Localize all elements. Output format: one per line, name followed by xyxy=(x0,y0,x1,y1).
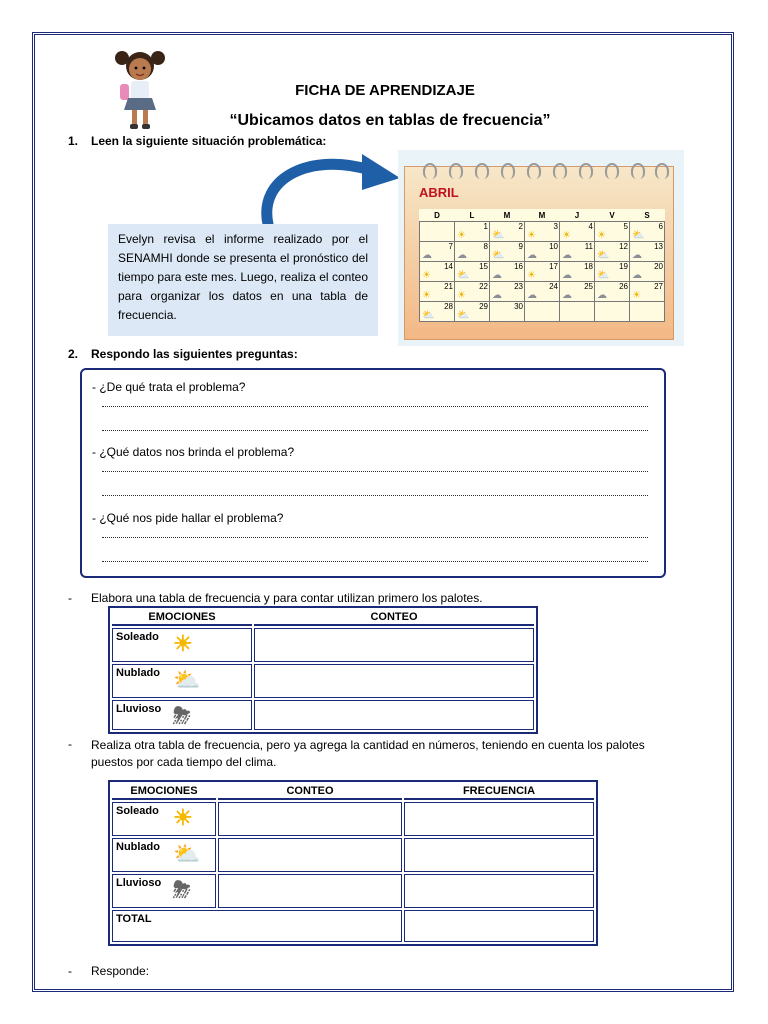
sun-icon: ☀ xyxy=(457,230,466,241)
cloud-sun-icon: ⛅ xyxy=(492,250,505,261)
calendar-day xyxy=(490,302,525,322)
question-3: - ¿Qué nos pide hallar el problema? xyxy=(92,511,284,525)
april-calendar xyxy=(398,150,684,346)
calendar-day xyxy=(420,282,455,302)
cloud-icon: ☁ xyxy=(562,290,572,301)
cloud-sun-icon: ⛅ xyxy=(457,270,470,281)
day-number: 23 xyxy=(514,282,523,291)
cloud-icon: ☁ xyxy=(632,270,642,281)
calendar-day xyxy=(630,222,665,242)
cloud-sun-icon: ⛅ xyxy=(632,230,645,241)
curved-arrow-icon xyxy=(250,148,410,228)
day-number: 8 xyxy=(483,242,488,251)
cloud-sun-icon: ⛅ xyxy=(597,250,610,261)
day-number: 5 xyxy=(623,222,628,231)
sun-icon: ☀ xyxy=(422,270,431,281)
day-number: 4 xyxy=(588,222,593,231)
day-number: 9 xyxy=(518,242,523,251)
conteo-cell[interactable] xyxy=(254,628,534,662)
conteo-cell[interactable] xyxy=(218,874,402,908)
row-label-total: TOTAL xyxy=(112,910,402,942)
calendar-day xyxy=(630,302,665,322)
calendar-day xyxy=(560,262,595,282)
conteo-cell[interactable] xyxy=(218,838,402,872)
day-number: 17 xyxy=(549,262,558,271)
calendar-day xyxy=(420,262,455,282)
day-number: 12 xyxy=(619,242,628,251)
cloud-icon: ☁ xyxy=(527,290,537,301)
day-number: 27 xyxy=(654,282,663,291)
questions-box xyxy=(80,368,666,578)
answer-line[interactable] xyxy=(102,430,648,431)
sun-icon: ☀ xyxy=(527,270,536,281)
day-number: 16 xyxy=(514,262,523,271)
day-number: 24 xyxy=(549,282,558,291)
sun-icon: ☀ xyxy=(527,230,536,241)
conteo-cell[interactable] xyxy=(218,802,402,836)
task3-text: Responde: xyxy=(91,964,150,978)
sun-icon: ☀ xyxy=(173,631,193,656)
calendar-day xyxy=(455,282,490,302)
calendar-day xyxy=(630,282,665,302)
weekday-label: L xyxy=(469,210,475,220)
calendar-day xyxy=(525,302,560,322)
sun-icon: ☀ xyxy=(632,290,641,301)
day-number: 2 xyxy=(518,222,523,231)
calendar-day xyxy=(455,262,490,282)
calendar-day xyxy=(595,262,630,282)
row-label-soleado: Soleado xyxy=(116,805,159,817)
calendar-day xyxy=(595,242,630,262)
task1-bullet: - xyxy=(68,591,72,605)
day-number: 26 xyxy=(619,282,628,291)
question-2: - ¿Qué datos nos brinda el problema? xyxy=(92,445,295,459)
storm-icon: ⛈ xyxy=(173,877,191,902)
cloud-icon: ☁ xyxy=(562,250,572,261)
frecuencia-cell[interactable] xyxy=(404,874,594,908)
day-number: 28 xyxy=(444,302,453,311)
page-title: FICHA DE APRENDIZAJE xyxy=(295,82,475,99)
day-number: 18 xyxy=(584,262,593,271)
day-number: 1 xyxy=(483,222,488,231)
weekday-label: M xyxy=(538,210,546,220)
page-subtitle: “Ubicamos datos en tablas de frecuencia” xyxy=(229,112,551,129)
answer-line[interactable] xyxy=(102,471,648,472)
cloud-icon: ☁ xyxy=(457,250,467,261)
calendar-month: ABRIL xyxy=(419,185,459,200)
row-label-lluvioso: Lluvioso xyxy=(116,703,162,715)
total-cell[interactable] xyxy=(404,910,594,942)
calendar-grid xyxy=(419,209,665,322)
calendar-day xyxy=(560,222,595,242)
task2-bullet: - xyxy=(68,737,72,751)
sun-icon: ☀ xyxy=(173,805,193,830)
question-1: - ¿De qué trata el problema? xyxy=(92,380,246,394)
day-number: 21 xyxy=(444,282,453,291)
problem-story: Evelyn revisa el informe realizado por el SENAMHI donde se presenta el pronóstico del tiempo para este mes. Luego, realiza el conteo para organizar los datos en una tabla de frecuencia. xyxy=(108,224,378,336)
frecuencia-cell[interactable] xyxy=(404,802,594,836)
weekday-label: J xyxy=(574,210,580,220)
section2-heading: Respondo las siguientes preguntas: xyxy=(91,347,298,361)
answer-line[interactable] xyxy=(102,406,648,407)
day-number: 29 xyxy=(479,302,488,311)
header-emociones: EMOCIONES xyxy=(112,610,252,626)
storm-icon: ⛈ xyxy=(173,703,191,728)
sun-icon: ☀ xyxy=(422,290,431,301)
header-conteo: CONTEO xyxy=(218,784,402,800)
row-label-lluvioso: Lluvioso xyxy=(116,877,162,889)
cloud-sun-icon: ⛅ xyxy=(173,667,201,692)
sun-icon: ☀ xyxy=(597,230,606,241)
day-number: 13 xyxy=(654,242,663,251)
weekday-label: M xyxy=(503,210,511,220)
cloud-icon: ☁ xyxy=(632,250,642,261)
cloud-sun-icon: ⛅ xyxy=(597,270,610,281)
day-number: 19 xyxy=(619,262,628,271)
calendar-day xyxy=(490,282,525,302)
cloud-icon: ☁ xyxy=(527,250,537,261)
section2-number: 2. xyxy=(68,347,79,361)
sun-icon: ☀ xyxy=(562,230,571,241)
day-number: 30 xyxy=(514,302,523,311)
answer-line[interactable] xyxy=(102,537,648,538)
header-emociones: EMOCIONES xyxy=(112,784,216,800)
calendar-day xyxy=(595,302,630,322)
header-conteo: CONTEO xyxy=(254,610,534,626)
calendar-day xyxy=(455,242,490,262)
calendar-day xyxy=(595,222,630,242)
calendar-day xyxy=(455,302,490,322)
calendar-day xyxy=(525,242,560,262)
answer-line[interactable] xyxy=(102,561,648,562)
calendar-day xyxy=(525,222,560,242)
row-label-soleado: Soleado xyxy=(116,631,159,643)
frecuencia-cell[interactable] xyxy=(404,838,594,872)
conteo-cell[interactable] xyxy=(254,664,534,698)
cloud-sun-icon: ⛅ xyxy=(173,841,201,866)
calendar-day xyxy=(455,222,490,242)
day-number: 15 xyxy=(479,262,488,271)
day-number: 20 xyxy=(654,262,663,271)
calendar-day xyxy=(420,242,455,262)
cloud-icon: ☁ xyxy=(597,290,607,301)
weekday-label: V xyxy=(609,210,615,220)
day-number: 11 xyxy=(584,242,593,251)
day-number: 14 xyxy=(444,262,453,271)
calendar-day xyxy=(490,222,525,242)
section1-heading: Leen la siguiente situación problemática: xyxy=(91,134,327,148)
day-number: 22 xyxy=(479,282,488,291)
cloud-icon: ☁ xyxy=(422,250,432,261)
day-number: 10 xyxy=(549,242,558,251)
cloud-sun-icon: ⛅ xyxy=(492,230,505,241)
calendar-day xyxy=(420,302,455,322)
cloud-sun-icon: ⛅ xyxy=(457,310,470,321)
row-label-nublado: Nublado xyxy=(116,667,160,679)
day-number: 25 xyxy=(584,282,593,291)
calendar-day xyxy=(560,242,595,262)
calendar-day xyxy=(420,222,455,242)
weekday-label: S xyxy=(644,210,650,220)
frequency-table-1 xyxy=(108,606,538,734)
day-number: 7 xyxy=(448,242,453,251)
calendar-day xyxy=(560,282,595,302)
cloud-icon: ☁ xyxy=(492,290,502,301)
calendar-day xyxy=(630,242,665,262)
row-label-nublado: Nublado xyxy=(116,841,160,853)
cloud-icon: ☁ xyxy=(562,270,572,281)
header-frecuencia: FRECUENCIA xyxy=(404,784,594,800)
task2-text: Realiza otra tabla de frecuencia, pero ya agrega la cantidad en números, teniendo en cuenta los palotes puestos por cada tiempo del clima. xyxy=(91,738,645,769)
answer-line[interactable] xyxy=(102,495,648,496)
section1-number: 1. xyxy=(68,134,79,148)
calendar-day xyxy=(595,282,630,302)
day-number: 3 xyxy=(553,222,558,231)
cloud-sun-icon: ⛅ xyxy=(422,310,435,321)
task1-text: Elabora una tabla de frecuencia y para contar utilizan primero los palotes. xyxy=(91,591,483,605)
calendar-day xyxy=(490,242,525,262)
calendar-day xyxy=(525,262,560,282)
task3-bullet: - xyxy=(68,964,72,978)
calendar-day xyxy=(630,262,665,282)
calendar-day xyxy=(560,302,595,322)
cloud-icon: ☁ xyxy=(492,270,502,281)
sun-icon: ☀ xyxy=(457,290,466,301)
day-number: 6 xyxy=(658,222,663,231)
conteo-cell[interactable] xyxy=(254,700,534,730)
calendar-day xyxy=(490,262,525,282)
calendar-day xyxy=(525,282,560,302)
frequency-table-2 xyxy=(108,780,598,946)
weekday-label: D xyxy=(434,210,440,220)
